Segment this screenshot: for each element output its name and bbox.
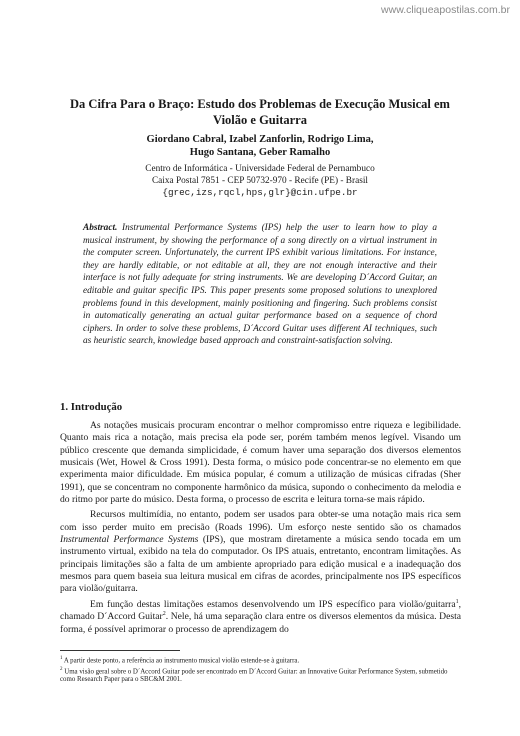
footnote-2 [60, 666, 460, 685]
section-body [60, 420, 461, 639]
paragraph-1: As notações musicais procuram encontrar o melhor compromisso entre riqueza e legibilidade. Quanto mais rica a notação, mais precisa ela pode ser, porém também menos legível. Visando um público crescente que demanda simplicidade, é comum haver uma separação dos diversos elementos musicais (Wet, Howel & Cross 1991). Desta forma, o músico pode concentrar-se no elemento em que experimenta maior dificuldade. Em música popular, é comum a utilização de músicas cifradas (Sher 1991), que se concentram no componente harmônico da música, supondo o conhecimento da melodia e do ritmo por parte do músico. Desta forma, o processo de escrita e leitura torna-se mais rápido. [60, 420, 461, 506]
footnote-2-number: 2 [60, 666, 63, 672]
section-heading: 1. Introdução [60, 401, 123, 413]
affiliation-line-1: Centro de Informática - Universidade Federal de Pernambuco [145, 164, 375, 174]
paragraph-3-part-b: , chamado D´Accord Guitar [60, 598, 461, 623]
affiliation-line-2: Caixa Postal 7851 - CEP 50732-970 - Recife (PE) - Brasil [151, 175, 369, 186]
footnote-ref-2: 2 [162, 610, 166, 617]
paragraph-2 [60, 509, 461, 595]
site-watermark: www.cliqueapostilas.com.br [381, 4, 510, 16]
paragraph-2-emphasis: Instrumental Performance Systems [60, 534, 199, 546]
paragraph-2-part-b: (IPS), que mostram diretamente a música sendo tocada em um instrumento virtual, exibido na tela do computador. Os IPS atuais, entretanto, encontram limitações. As principais limitações são a falta de um ambiente apropriado para edição musical e a inadequação dos mesmos para quem baseia sua leitura musical em cifras de acordes, principalmente nos IPS específicos para violão/guitarra. [60, 534, 461, 595]
footnotes [60, 655, 460, 685]
footnote-2-text: Uma visão geral sobre o D´Accord Guitar pode ser encontrado em D´Accord Guitar: an Innovative Guitar Performance System, submetido como Research Paper para o SBC&M 2001. [60, 668, 448, 684]
paragraph-2-part-a: Recursos multimídia, no entanto, podem ser usados para obter-se uma notação mais rica sem com isso perder muito em precisão (Roads 1996). Um esforço neste sentido são os chamados [60, 509, 461, 533]
authors-line-2: Hugo Santana, Geber Ramalho [189, 147, 331, 158]
footnote-ref-1: 1 [455, 598, 459, 605]
abstract-lead: Abstract. [83, 223, 118, 233]
footnote-1-text: A partir deste ponto, a referência ao instrumento musical violão estende-se à guitarra. [62, 657, 300, 665]
paragraph-3-part-c: . Nele, há uma separação clara entre os diversos elementos da música. Desta forma, é possível aprimorar o processo de aprendizagem do [60, 611, 461, 635]
footnote-divider [60, 650, 180, 651]
paragraph-3-part-a: Em função destas limitações estamos desenvolvendo um IPS específico para violão/guitarra [90, 598, 456, 610]
abstract [83, 222, 437, 348]
footnote-1 [60, 655, 460, 666]
paragraph-3 [60, 599, 461, 636]
author-list [60, 133, 460, 159]
authors-line-1: Giordano Cabral, Izabel Zanforlin, Rodrigo Lima, [146, 134, 374, 145]
affiliation [60, 164, 460, 199]
paper-title: Da Cifra Para o Braço: Estudo dos Problemas de Execução Musical em Violão e Guitarra [70, 97, 450, 127]
footnote-1-number: 1 [60, 656, 63, 661]
author-emails: {grec,izs,rqcl,hps,glr}@cin.ufpe.br [162, 187, 358, 198]
abstract-text: Instrumental Performance Systems (IPS) help the user to learn how to play a musical instrument, by showing the performance of a song directly on a virtual instrument in the computer screen. Unfortunately, the current IPS exhibit various limitations. For instance, they are hardly editable, or not editable at all, they are not enough interactive and their interface is not fully adequate for string instruments. We are developing D´Accord Guitar, an editable and guitar specific IPS. This paper presents some proposed solutions to unexplored problems found in this development, mainly positioning and fingering. Such problems consist in automatically generating an actual guitar performance based on a sequence of chord ciphers. In order to solve these problems, D´Accord Guitar uses different AI techniques, such as heuristic search, knowledge based approach and constraint-satisfaction solving. [83, 223, 437, 347]
